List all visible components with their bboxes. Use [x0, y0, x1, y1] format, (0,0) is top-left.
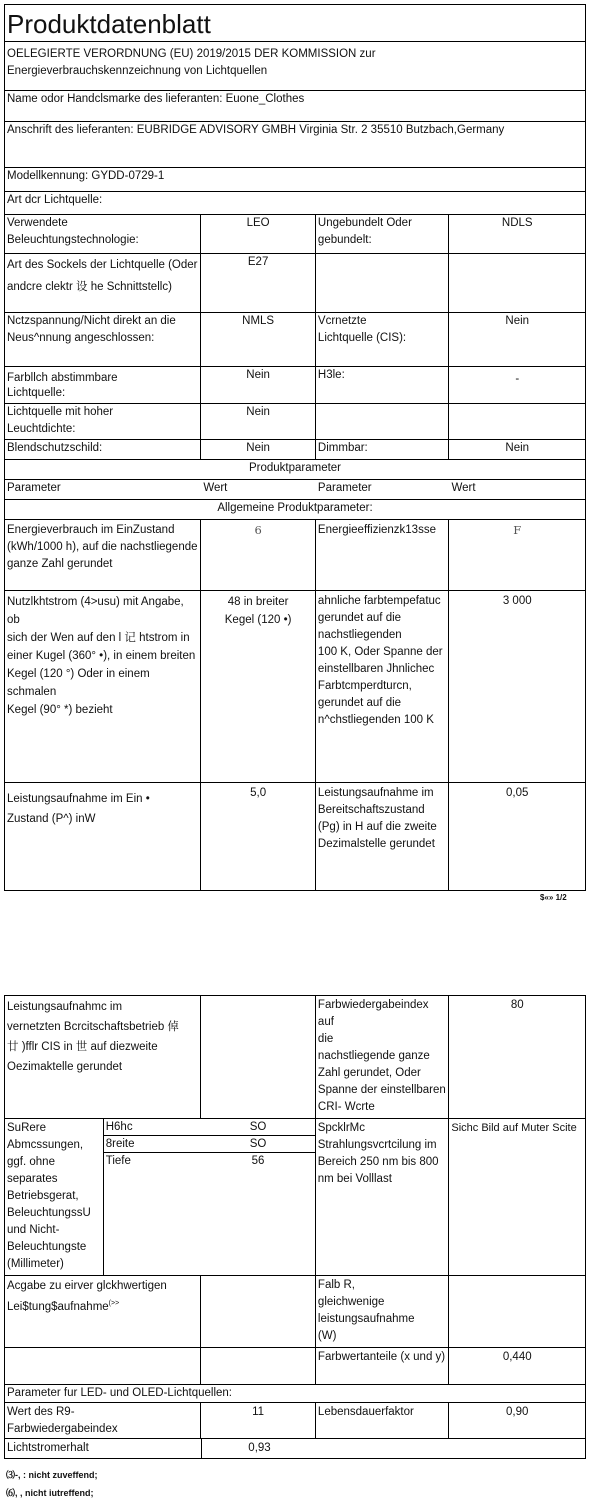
spec-value: LEO	[201, 215, 316, 253]
spec-row	[5, 313, 585, 367]
page-title: Produktdatenblatt	[7, 9, 211, 39]
spec-value: Nein	[505, 442, 530, 454]
dimension-value: SO	[249, 1138, 267, 1150]
spec-label: H3le:	[316, 367, 450, 403]
spec-label: Lichtquelle mit hoher Leuchtdichte:	[5, 404, 201, 439]
spec-value: NDLS	[501, 217, 533, 229]
color-equal-power-value	[449, 1276, 585, 1347]
spec-row	[5, 215, 585, 254]
spec-value: Nein	[201, 440, 316, 459]
lifetime-factor-label: Lebensdauerfaktor	[316, 1403, 450, 1438]
light-source-type-label: Art dcr Lichtquelle:	[7, 194, 103, 206]
lifetime-factor-value: 0,90	[506, 1406, 529, 1418]
datasheet-page-1	[4, 4, 586, 891]
cri-value: 80	[510, 999, 524, 1011]
spec-value: Nein	[505, 315, 530, 327]
lumen-maintenance-value: 0,93	[248, 1442, 271, 1454]
networked-standby-label: Leistungsaufnahmc im vernetzten Bcrcitschaftsbetrieb 倬 廿 )fflr CIS in 世 auf diezweite Oezimaktelle gerundet	[5, 996, 201, 1118]
empty-cell	[5, 1348, 201, 1384]
color-equal-power-label: Falb R, gleichwenige leistungsaufnahme (W)	[316, 1276, 450, 1347]
dimension-name: Tiefe	[105, 1155, 131, 1167]
chromaticity-value: 0,440	[502, 1351, 532, 1363]
title-row	[5, 5, 585, 42]
spec-label: Nctzspannung/Nicht direkt an die Neus^nnung angeschlossen:	[5, 313, 201, 366]
general-params-row	[5, 500, 585, 520]
product-params-heading: Produktparameter	[248, 462, 342, 474]
energy-label: Energieverbrauch im EinZustand (kWh/1000 h), auf die nachstliegende ganze Zahl gerundet	[5, 520, 201, 590]
spec-row	[5, 404, 585, 440]
spec-value: E27	[201, 254, 316, 312]
spec-value	[449, 404, 585, 439]
chromaticity-label: Farbwertanteile (x und y)	[316, 1348, 450, 1384]
luminous-flux-label: Nutzlkhtstrom (4>usu) mit Angabe, ob sich der Wen auf den l 记 htstrom in einer Kugel (360° •), in einem breiten Kegel (120 °) Oder in einem schmalen Kegel (90° *) bezieht	[5, 591, 201, 782]
spec-label: Vcrnetzte Lichtquelle (CIS):	[316, 313, 450, 366]
lumen-row	[5, 591, 585, 783]
dimension-row	[104, 1119, 315, 1136]
equivalent-power-value	[201, 1276, 316, 1347]
regulation-row	[5, 42, 585, 91]
spec-label: Art des Sockels der Lichtquelle (Oder andcre clektr 设 he Schnittstellc)	[5, 254, 201, 312]
dimension-value: SO	[249, 1121, 267, 1133]
energy-value: 6	[201, 520, 316, 590]
spec-value: Nein	[201, 367, 316, 403]
spec-label: Dimmbar:	[316, 440, 450, 459]
spectral-distribution-value: Sichc Bild auf Muter Scite	[451, 1122, 577, 1134]
spec-row	[5, 254, 585, 313]
value-header: Wert	[451, 482, 476, 494]
efficiency-class-label: Energieeffizienzk13sse	[316, 520, 450, 590]
luminous-flux-value: 48 in breiter Kegel (120 •)	[201, 591, 316, 782]
equivalent-power-row	[5, 1276, 585, 1348]
dimensions-label: SuRere Abmcssungen, ggf. ohne separates Betriebsgerat, BeleuchtungssU und Nicht- Beleuchtungste (Millimeter)	[5, 1119, 104, 1275]
spec-value	[449, 254, 585, 312]
standby-power-label: Leistungsaufnahme im Bereitschaftszustand (Pg) in H auf die zweite Dezimalstelle gerundet	[316, 783, 450, 890]
value-header: Wert	[203, 482, 228, 494]
r9-row	[5, 1403, 585, 1439]
model-id: Modellkennung: GYDD-0729-1	[7, 170, 165, 182]
r9-value: 11	[201, 1403, 316, 1438]
on-mode-power-value: 5,0	[201, 783, 316, 890]
regulation-text: OELEGIERTE VERORDNUNG (EU) 2019/2015 DER KOMMISSION zur Energieverbrauchskennzeichnung von Lichtquellen	[7, 48, 376, 77]
spec-value: NMLS	[201, 313, 316, 366]
footnote: ⑹, , nicht iutreffend;	[6, 1488, 94, 1498]
dimension-name: H6hc	[105, 1121, 133, 1133]
model-row	[5, 168, 585, 192]
dimension-value: 56	[251, 1155, 265, 1167]
networked-standby-row	[5, 996, 585, 1119]
supplier-name-row	[5, 91, 585, 122]
supplier-name: Name odor Handclsmarke des lieferanten: Euone_Clothes	[7, 93, 305, 105]
footnote: ⑶-, : nicht zuveffend;	[6, 1470, 98, 1480]
param-header: Parameter	[7, 482, 61, 494]
param-header: Parameter	[317, 482, 372, 494]
lumen-maintenance-label: Lichtstromerhalt	[5, 1439, 202, 1458]
spec-label: Blendschutzschild:	[5, 440, 201, 459]
dimensions-table	[104, 1119, 316, 1275]
general-params-heading: Allgemeine Produktparameter:	[217, 502, 373, 514]
spec-value: -	[515, 373, 520, 385]
efficiency-class-value: F	[513, 523, 522, 537]
spec-row	[5, 367, 585, 404]
chromaticity-row	[5, 1348, 585, 1385]
standby-power-value: 0,05	[506, 787, 529, 799]
spec-label	[316, 254, 450, 312]
supplier-address-row	[5, 122, 585, 168]
r9-label: Wert des R9- Farbwiedergabeindex	[5, 1403, 201, 1438]
dimension-row	[104, 1153, 315, 1275]
page-number: $«» 1/2	[540, 893, 567, 902]
color-temp-label: ahnliche farbtempefatuc gerundet auf die nachstliegenden 100 K, Oder Spanne der einstellbaren Jhnlichec Farbtcmperdturcn, gerundet auf die n^chstliegenden 100 K	[316, 591, 450, 782]
on-mode-power-label: Leistungsaufnahme im Ein • Zustand (P^) inW	[5, 783, 201, 890]
energy-row	[5, 520, 585, 591]
led-params-row	[5, 1385, 585, 1403]
datasheet-page-2	[4, 995, 586, 1459]
spec-label	[316, 404, 450, 439]
dimensions-row	[5, 1119, 585, 1276]
power-row	[5, 783, 585, 891]
cri-label: Farbwiedergabeindex auf die nachstliegende ganze Zahl gerundet, Oder Spanne der einstellbaren CRI- Wcrte	[316, 996, 450, 1118]
dimension-name: 8reite	[105, 1138, 135, 1150]
supplier-address: Anschrift des lieferanten: EUBRIDGE ADVISORY GMBH Virginia Str. 2 35510 Butzbach,Germany	[7, 124, 505, 136]
param-header-row	[5, 480, 585, 500]
spec-label: Farbllch abstimmbare Lichtquelle:	[5, 367, 201, 403]
equivalent-power-label: Acgabe zu eirver glckhwertigen Lei$tung$aufnahme(>>	[5, 1276, 201, 1347]
empty-cell	[201, 1348, 316, 1384]
spectral-distribution-label: SpcklrMc Strahlungsvcrtcilung im Bereich 250 nm bis 800 nm bei Volllast	[316, 1119, 450, 1275]
spec-label: Verwendete Beleuchtungstechnologie:	[5, 215, 201, 253]
spec-value: Nein	[201, 404, 316, 439]
spec-label: Ungebundelt Oder gebundelt:	[316, 215, 450, 253]
color-temp-value: 3 000	[502, 595, 532, 607]
lumen-maintenance-row	[5, 1439, 585, 1459]
product-params-row	[5, 460, 585, 480]
led-params-heading: Parameter fur LED- und OLED-Lichtquellen:	[7, 1387, 232, 1399]
spec-row	[5, 440, 585, 460]
footnotes	[6, 1466, 98, 1500]
dimension-row	[104, 1136, 315, 1153]
networked-standby-value	[201, 996, 316, 1118]
type-row	[5, 192, 585, 215]
